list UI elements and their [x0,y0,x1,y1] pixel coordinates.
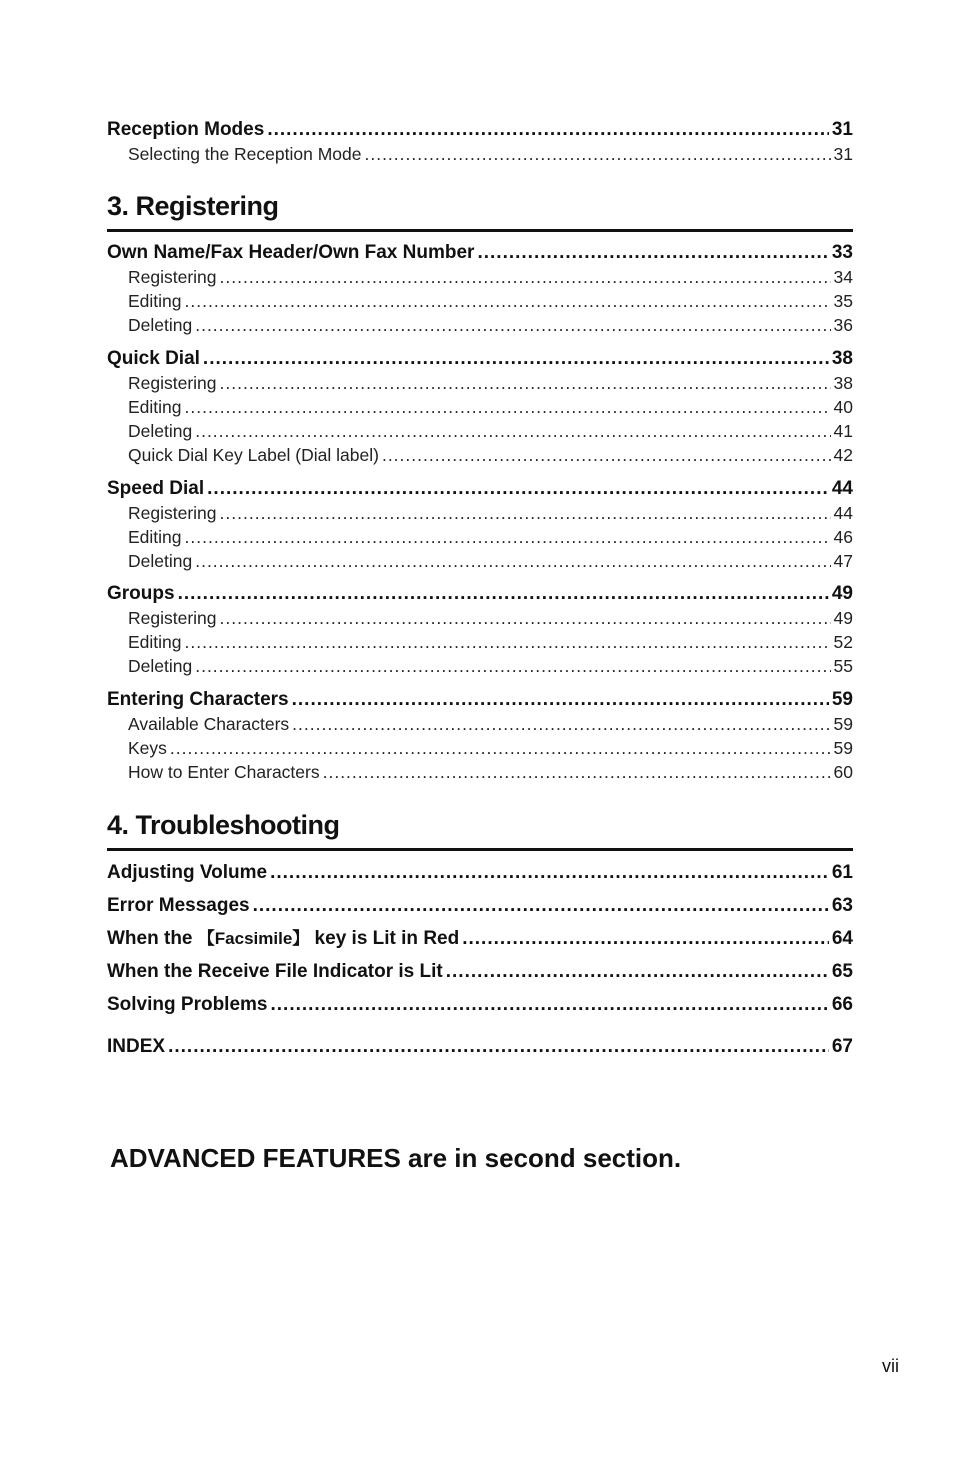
toc-subentry[interactable] [107,736,853,760]
entry-label: Error Messages [107,895,250,916]
toc-subentry[interactable] [107,289,853,313]
toc-subentry[interactable] [107,654,853,678]
toc-entry-own-name[interactable] [107,241,853,265]
toc-quick-dial-block [107,347,853,467]
subentry-label: Deleting [128,656,193,676]
toc-entry-quick-dial[interactable] [107,347,853,371]
subentry-page: 55 [833,656,853,676]
entry-page: 49 [831,583,853,604]
toc-entry-solving-problems[interactable] [107,993,853,1017]
toc-subentry[interactable] [107,712,853,736]
subentry-page: 38 [833,373,853,393]
entry-page: 63 [831,895,853,916]
toc-subentry[interactable] [107,630,853,654]
facsimile-key-label: 【Facsimile】 [197,929,310,948]
subentry-label: Deleting [128,315,193,335]
entry-label: Quick Dial [107,348,200,369]
subentry-label: Editing [128,397,182,417]
toc-entry-error-messages[interactable] [107,894,853,918]
toc-entry-index[interactable] [107,1035,853,1059]
entry-page: 65 [831,961,853,982]
entry-page: 64 [831,928,853,949]
subentry-page: 31 [833,144,853,164]
subentry-page: 52 [833,632,853,652]
subentry-page: 60 [833,762,853,782]
subentry-page: 35 [833,291,853,311]
subentry-page: 59 [833,738,853,758]
entry-label: Reception Modes [107,119,265,140]
toc-index-block [107,1035,853,1059]
entry-page: 59 [831,689,853,710]
entry-label: Speed Dial [107,478,205,499]
toc-subentry[interactable] [107,419,853,443]
subentry-label: Registering [128,608,217,628]
toc-entry-facsimile-key[interactable] [107,927,853,951]
subentry-label: Available Characters [128,714,290,734]
subentry-page: 47 [833,551,853,571]
subentry-label: Editing [128,291,182,311]
chapter-title: 4. Troubleshooting [107,808,853,851]
subentry-label: Selecting the Reception Mode [128,144,362,164]
entry-label: Own Name/Fax Header/Own Fax Number [107,242,475,263]
toc-speed-dial-block [107,477,853,573]
subentry-label: Keys [128,738,167,758]
entry-label: Groups [107,583,175,604]
subentry-label: Registering [128,267,217,287]
entry-page: 33 [831,242,853,263]
entry-label: Entering Characters [107,689,289,710]
toc-subentry[interactable] [107,265,853,289]
subentry-label: Editing [128,632,182,652]
page-number: vii [882,1356,899,1376]
subentry-page: 34 [833,267,853,287]
entry-page: 38 [831,348,853,369]
toc-troubleshooting-block [107,861,853,1017]
chapter-4-heading [107,808,853,851]
toc-subentry[interactable] [107,443,853,467]
entry-page: 31 [831,119,853,140]
toc-subentry[interactable] [107,395,853,419]
subentry-page: 42 [833,445,853,465]
subentry-page: 44 [833,503,853,523]
toc-subentry[interactable] [107,371,853,395]
entry-label: INDEX [107,1036,166,1057]
subentry-page: 46 [833,527,853,547]
toc-subentry[interactable] [107,525,853,549]
subentry-label: Registering [128,373,217,393]
subentry-label: How to Enter Characters [128,762,320,782]
entry-label: Solving Problems [107,994,268,1015]
toc-subentry[interactable] [107,142,853,166]
subentry-label: Deleting [128,421,193,441]
entry-page: 66 [831,994,853,1015]
subentry-page: 41 [833,421,853,441]
toc-entry-receive-file-indicator[interactable] [107,960,853,984]
toc-subentry[interactable] [107,501,853,525]
entry-page: 44 [831,478,853,499]
toc-groups-block [107,582,853,678]
toc-entering-block [107,688,853,784]
subentry-label: Quick Dial Key Label (Dial label) [128,445,379,465]
subentry-page: 40 [833,397,853,417]
toc-subentry[interactable] [107,760,853,784]
subentry-page: 49 [833,608,853,628]
subentry-label: Deleting [128,551,193,571]
toc-entry-entering-characters[interactable] [107,688,853,712]
toc-subentry[interactable] [107,549,853,573]
entry-page: 61 [831,862,853,883]
subentry-label: Editing [128,527,182,547]
entry-label: When the Receive File Indicator is Lit [107,961,443,982]
toc-entry-adjusting-volume[interactable] [107,861,853,885]
subentry-page: 36 [833,315,853,335]
toc-reception-block [107,118,853,166]
toc-own-name-block [107,241,853,337]
toc-entry-groups[interactable] [107,582,853,606]
advanced-features-note: ADVANCED FEATURES are in second section. [110,1143,682,1173]
toc-entry-speed-dial[interactable] [107,477,853,501]
entry-label: Adjusting Volume [107,862,268,883]
entry-label: When the 【Facsimile】 key is Lit in Red [107,928,460,949]
chapter-3-heading [107,189,853,232]
subentry-label: Registering [128,503,217,523]
toc-subentry[interactable] [107,606,853,630]
toc-subentry[interactable] [107,313,853,337]
toc-entry-reception-modes[interactable] [107,118,853,142]
entry-page: 67 [831,1036,853,1057]
chapter-title: 3. Registering [107,189,853,232]
subentry-page: 59 [833,714,853,734]
